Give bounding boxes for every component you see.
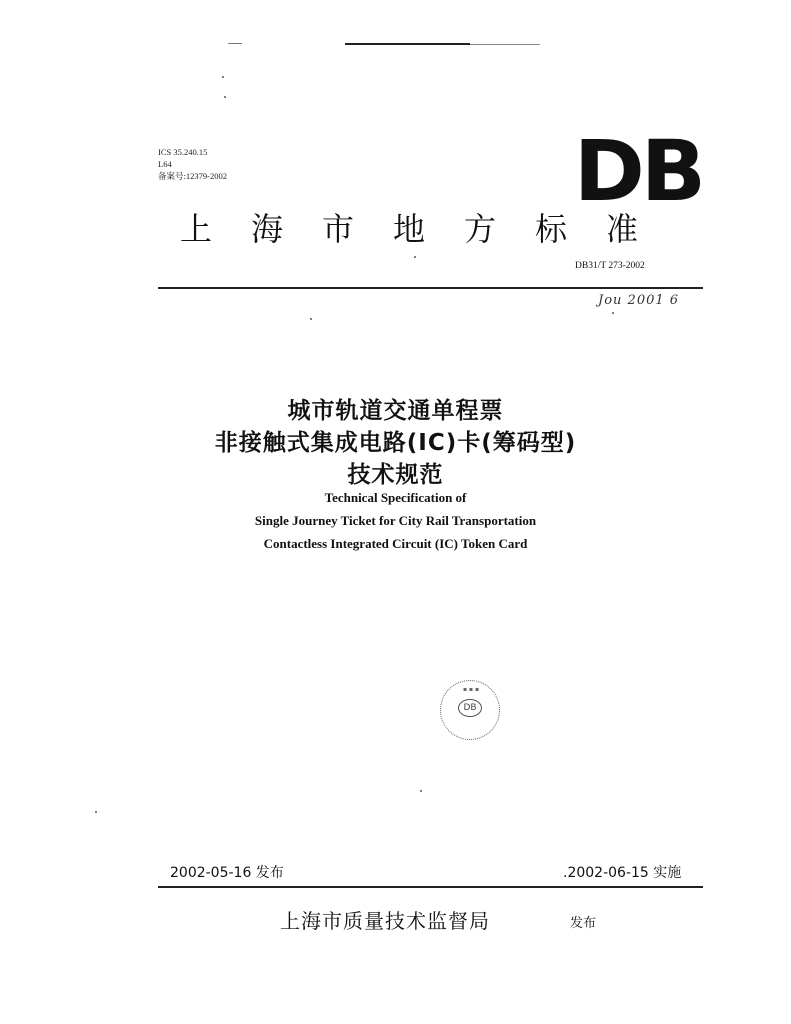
scan-speck <box>310 318 312 320</box>
handwritten-note: Jou 2001 6 <box>598 293 680 308</box>
scan-speck <box>612 312 614 314</box>
ics-code: ICS 35.240.15 <box>158 147 208 157</box>
standard-number: DB31/T 273-2002 <box>575 261 645 271</box>
header-divider <box>158 287 703 289</box>
category-code: L64 <box>158 159 172 169</box>
title-cn-line-2: 非接触式集成电路(IC)卡(筹码型) <box>214 430 577 456</box>
official-seal: ▪ ▪ ▪ DB <box>440 680 500 740</box>
top-scan-line-faint <box>470 44 540 45</box>
top-scan-line <box>345 43 470 45</box>
title-cn-line-3: 技术规范 <box>347 462 444 488</box>
filing-number: 备案号:12379-2002 <box>158 171 227 181</box>
title-en-line-2: Single Journey Ticket for City Rail Transportation <box>254 513 537 528</box>
seal-db-mark: DB <box>458 699 482 717</box>
title-en-line-3: Contactless Integrated Circuit (IC) Token Card <box>263 536 528 551</box>
scan-speck <box>222 76 224 78</box>
title-cn-line-1: 城市轨道交通单程票 <box>287 398 504 424</box>
top-scan-mark <box>228 43 242 44</box>
scan-speck <box>224 96 226 98</box>
title-en-line-1: Technical Specification of <box>324 490 467 505</box>
scan-speck <box>95 811 97 813</box>
publish-label: 发布 <box>570 916 597 931</box>
classification-codes <box>158 146 227 182</box>
issue-date: 2002-05-16 发布 <box>170 865 284 881</box>
publisher-name: 上海市质量技术监督局 <box>280 909 490 933</box>
scan-speck <box>420 790 422 792</box>
db-logo: DB <box>573 122 703 220</box>
standard-type-title: 上海市地方标准 <box>180 210 678 248</box>
scan-speck <box>414 256 416 258</box>
implementation-date: .2002-06-15 实施 <box>563 865 682 881</box>
footer-divider <box>158 886 703 888</box>
